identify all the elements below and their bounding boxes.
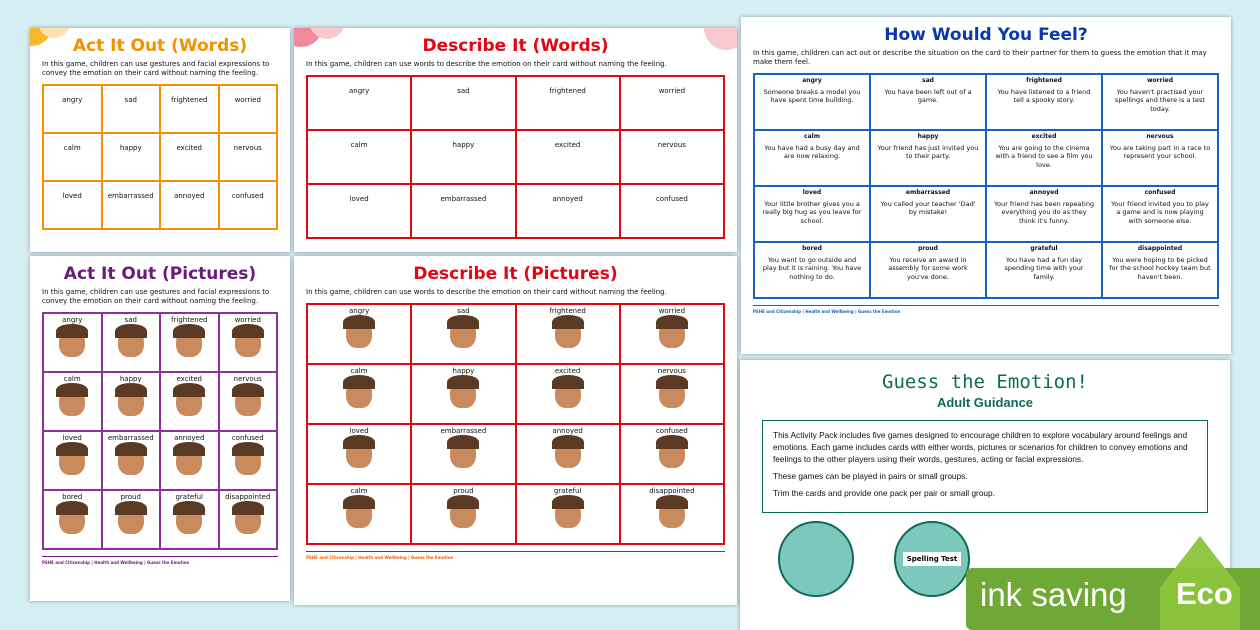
emotion-card — [411, 130, 515, 184]
emotion-label: angry — [62, 316, 83, 324]
emotion-label: proud — [453, 487, 474, 495]
emotion-card — [43, 85, 102, 133]
emotion-label: annoyed — [552, 427, 583, 435]
emotion-card — [43, 431, 102, 490]
emotion-label: frightened — [549, 307, 586, 315]
scenario-card — [1102, 186, 1218, 242]
emotion-label: nervous — [657, 367, 686, 375]
emotion-card — [160, 372, 219, 431]
emotion-label: nervous — [657, 141, 686, 149]
scenario-grid — [753, 73, 1219, 299]
scenario-card — [986, 130, 1102, 186]
sheet-intro: In this game, children can act out or describe the situation on the card to their partner for them to guess the emotion that it may make them feel. — [753, 49, 1207, 66]
emotion-card — [102, 313, 161, 372]
scenario-card — [1102, 74, 1218, 130]
emotion-card — [43, 372, 102, 431]
emotion-picture — [659, 498, 685, 528]
scenario-text: You have listened to a friend tell a spooky story. — [997, 87, 1091, 105]
emotion-card — [516, 484, 620, 544]
scenario-card — [754, 74, 870, 130]
emotion-label: frightened — [171, 316, 208, 324]
emotion-card — [516, 130, 620, 184]
emotion-label: excited — [176, 144, 202, 152]
guidance-paragraph: These games can be played in pairs or small groups. — [773, 471, 968, 482]
emotion-card — [411, 76, 515, 130]
emotion-picture — [346, 318, 372, 348]
guidance-paragraph: Trim the cards and provide one pack per pair or small group. — [773, 488, 995, 499]
emotion-label: angry — [349, 307, 370, 315]
scenario-text: Someone breaks a model you have spent time building. — [763, 87, 861, 105]
sheet-content — [30, 28, 290, 238]
scenario-card — [986, 186, 1102, 242]
emotion-card — [620, 304, 724, 364]
emotion-label: calm — [350, 367, 368, 375]
emotion-card — [160, 431, 219, 490]
emotion-label: bored — [802, 245, 822, 252]
emotion-label: annoyed — [174, 192, 205, 200]
emotion-picture — [59, 327, 85, 357]
emotion-card — [620, 364, 724, 424]
sheet-title: Guess the Emotion! — [882, 371, 1088, 393]
emotion-label: frightened — [171, 96, 208, 104]
emotion-label: sad — [457, 87, 470, 95]
emotion-label: calm — [63, 144, 81, 152]
emotion-label: sad — [922, 77, 934, 84]
emotion-label: embarrassed — [905, 189, 951, 196]
emotion-label: calm — [350, 487, 368, 495]
emotion-card — [411, 184, 515, 238]
emotion-card — [620, 76, 724, 130]
emotion-card — [160, 181, 219, 229]
emotion-picture — [176, 504, 202, 534]
emotion-card — [102, 490, 161, 549]
sheet-content — [30, 256, 290, 574]
emotion-label: proud — [120, 493, 141, 501]
emotion-card — [307, 130, 411, 184]
emotion-label: excited — [176, 375, 202, 383]
emotion-label: loved — [802, 189, 822, 196]
scenario-text: Your friend has just invited you to their party. — [877, 143, 979, 161]
emotion-label: embarrassed — [440, 195, 487, 203]
emotion-label: annoyed — [552, 195, 583, 203]
scenario-text: You called your teacher 'Dad' by mistake! — [880, 199, 976, 217]
weather-illustration — [778, 521, 854, 597]
scenario-text: You receive an award in assembly for some work you've done. — [888, 255, 968, 281]
emotion-card — [219, 181, 278, 229]
sheet-intro: In this game, children can use words to describe the emotion on their card without naming the feeling. — [306, 288, 667, 296]
eco-label: Eco — [1176, 576, 1233, 611]
emotion-card — [102, 181, 161, 229]
emotion-card — [102, 372, 161, 431]
emotion-label: bored — [62, 493, 83, 501]
emotion-label: confused — [1144, 189, 1176, 196]
emotion-label: worried — [658, 87, 686, 95]
sheet-intro: In this game, children can use gestures and facial expressions to convey the emotion on their card without naming the feeling. — [42, 60, 270, 77]
sheet-content — [294, 256, 737, 569]
guidance-paragraph: This Activity Pack includes five games designed to encourage children to explore vocabulary around feelings and emotions. Each game includes cards with either words, pictures or scenarios for children to convey emotions and feelings to the other players using their words, gestures, acting or facial expressions. — [773, 430, 1188, 465]
scenario-card — [754, 242, 870, 298]
spelling-test-illustration — [894, 521, 970, 597]
emotion-label: confused — [231, 192, 264, 200]
emotion-picture — [346, 378, 372, 408]
emotion-label: happy — [917, 133, 939, 140]
emotion-label: sad — [124, 316, 137, 324]
emotion-picture — [555, 318, 581, 348]
emotion-card — [219, 490, 278, 549]
emotion-card — [411, 424, 515, 484]
emotion-label: angry — [802, 77, 822, 84]
emotion-card — [307, 304, 411, 364]
act-it-out-pictures-sheet — [30, 256, 290, 601]
emotion-card — [102, 431, 161, 490]
emotion-card — [43, 313, 102, 372]
ink-saving-text: ink saving — [980, 576, 1127, 613]
emotion-label: excited — [554, 141, 581, 149]
sheet-footer: PSHE and Citizenship | Health and Wellbeing | Guess the Emotion — [42, 556, 278, 566]
emotion-card — [516, 364, 620, 424]
emotion-card — [307, 184, 411, 238]
emotion-picture — [235, 504, 261, 534]
emotion-picture — [450, 318, 476, 348]
emotion-label: happy — [119, 144, 142, 152]
emotion-picture — [659, 318, 685, 348]
emotion-card — [219, 313, 278, 372]
emotion-card — [516, 424, 620, 484]
sheet-subtitle: Adult Guidance — [936, 395, 1034, 410]
emotion-picture — [555, 498, 581, 528]
emotion-card — [516, 184, 620, 238]
emotion-picture — [176, 327, 202, 357]
emotion-picture — [450, 498, 476, 528]
emotion-label: excited — [1031, 133, 1057, 140]
sheet-footer: PSHE and Citizenship | Health and Wellbeing | Guess the Emotion — [306, 551, 725, 561]
emotion-label: loved — [349, 195, 369, 203]
emotion-card — [219, 431, 278, 490]
scenario-card — [754, 186, 870, 242]
emotion-picture — [59, 386, 85, 416]
emotion-label: embarrassed — [107, 434, 154, 442]
emotion-label: confused — [655, 195, 688, 203]
emotion-label: embarrassed — [107, 192, 154, 200]
emotion-label: calm — [804, 133, 820, 140]
emotion-label: happy — [452, 367, 475, 375]
scenario-card — [870, 130, 986, 186]
emotion-card — [516, 76, 620, 130]
emotion-label: disappointed — [225, 493, 271, 501]
emotion-picture — [118, 386, 144, 416]
emotion-card — [516, 304, 620, 364]
emotion-label: proud — [918, 245, 938, 252]
sheet-intro: In this game, children can use words to describe the emotion on their card without naming the feeling. — [306, 60, 667, 68]
scenario-card — [986, 74, 1102, 130]
emotion-label: angry — [62, 96, 83, 104]
emotion-label: confused — [655, 427, 688, 435]
emotion-label: worried — [234, 316, 261, 324]
emotion-picture — [235, 445, 261, 475]
emotion-label: calm — [63, 375, 81, 383]
emotion-picture — [659, 378, 685, 408]
guidance-box — [762, 420, 1208, 513]
emotion-label: annoyed — [174, 434, 205, 442]
emotion-picture — [176, 445, 202, 475]
emotion-picture — [176, 386, 202, 416]
scenario-card — [870, 74, 986, 130]
emotion-picture — [659, 438, 685, 468]
emotion-card — [43, 133, 102, 181]
emotion-label: loved — [62, 434, 82, 442]
sheet-title: Describe It (Words) — [422, 36, 609, 56]
emotion-label: frightened — [1026, 77, 1062, 84]
scenario-card — [870, 242, 986, 298]
emotion-card — [620, 130, 724, 184]
emotion-label: angry — [349, 87, 370, 95]
emotion-card — [219, 85, 278, 133]
scenario-text: Your friend invited you to play a game and is now playing with someone else. — [1111, 199, 1209, 225]
emotion-label: nervous — [233, 375, 262, 383]
emotion-label: grateful — [553, 487, 582, 495]
card-grid — [42, 312, 278, 550]
emotion-label: nervous — [1146, 133, 1174, 140]
describe-it-pictures-sheet — [294, 256, 737, 605]
sheet-title: Act It Out (Pictures) — [63, 264, 257, 284]
emotion-label: worried — [658, 307, 686, 315]
emotion-picture — [118, 327, 144, 357]
emotion-label: grateful — [1030, 245, 1058, 252]
scenario-card — [986, 242, 1102, 298]
emotion-label: annoyed — [1029, 189, 1059, 196]
emotion-label: calm — [350, 141, 368, 149]
emotion-card — [102, 85, 161, 133]
emotion-picture — [118, 504, 144, 534]
emotion-label: worried — [1146, 77, 1173, 84]
emotion-picture — [59, 504, 85, 534]
emotion-label: loved — [62, 192, 82, 200]
emotion-picture — [555, 438, 581, 468]
describe-it-words-sheet — [294, 28, 737, 252]
emotion-label: disappointed — [1137, 245, 1183, 252]
scenario-card — [1102, 242, 1218, 298]
emotion-label: loved — [349, 427, 369, 435]
emotion-card — [219, 133, 278, 181]
emotion-label: disappointed — [649, 487, 695, 495]
sheet-content — [294, 28, 737, 247]
act-it-out-words-sheet — [30, 28, 290, 252]
card-grid — [306, 303, 725, 545]
scenario-text: You are taking part in a race to represent your school. — [1109, 143, 1211, 161]
emotion-card — [620, 184, 724, 238]
sheet-title: Describe It (Pictures) — [413, 264, 618, 284]
scenario-text: You are going to the cinema with a friend to see a film you love. — [995, 143, 1093, 169]
scenario-text: Your little brother gives you a really big hug as you leave for school. — [762, 199, 862, 225]
card-grid — [42, 84, 278, 230]
emotion-label: sad — [457, 307, 470, 315]
emotion-label: happy — [119, 375, 142, 383]
emotion-card — [160, 133, 219, 181]
emotion-card — [160, 313, 219, 372]
emotion-label: embarrassed — [440, 427, 487, 435]
scenario-card — [1102, 130, 1218, 186]
scenario-text: Your friend has been repeating everything you do as they think it's funny. — [993, 199, 1095, 225]
emotion-card — [307, 76, 411, 130]
emotion-picture — [118, 445, 144, 475]
spelling-test-label: Spelling Test — [903, 552, 962, 566]
scenario-text: You were hoping to be picked for the school hockey team but haven't been. — [1109, 255, 1211, 281]
emotion-picture — [235, 386, 261, 416]
sheet-intro: In this game, children can use gestures and facial expressions to convey the emotion on their card without naming the feeling. — [42, 288, 270, 305]
emotion-picture — [346, 438, 372, 468]
emotion-card — [411, 364, 515, 424]
emotion-card — [411, 304, 515, 364]
emotion-picture — [346, 498, 372, 528]
emotion-picture — [450, 378, 476, 408]
sheet-footer: PSHE and Citizenship | Health and Wellbeing | Guess the Emotion — [753, 305, 1219, 315]
emotion-card — [102, 133, 161, 181]
emotion-label: frightened — [549, 87, 586, 95]
scenario-text: You have had a busy day and are now relaxing. — [764, 143, 860, 161]
how-would-you-feel-sheet — [741, 17, 1231, 354]
emotion-card — [307, 364, 411, 424]
scenario-text: You haven't practised your spellings and there is a test today. — [1115, 87, 1205, 113]
scenario-card — [754, 130, 870, 186]
scenario-text: You have been left out of a game. — [884, 87, 972, 105]
scenario-card — [870, 186, 986, 242]
emotion-label: happy — [452, 141, 475, 149]
emotion-label: grateful — [175, 493, 203, 501]
sheet-title: How Would You Feel? — [884, 25, 1088, 45]
emotion-label: excited — [554, 367, 581, 375]
emotion-card — [620, 424, 724, 484]
emotion-card — [307, 484, 411, 544]
sheet-title: Act It Out (Words) — [72, 36, 248, 56]
emotion-card — [43, 490, 102, 549]
emotion-card — [620, 484, 724, 544]
emotion-card — [160, 85, 219, 133]
emotion-card — [219, 372, 278, 431]
emotion-card — [411, 484, 515, 544]
emotion-label: nervous — [233, 144, 262, 152]
emotion-label: worried — [234, 96, 261, 104]
emotion-card — [307, 424, 411, 484]
scenario-text: You have had a fun day spending time with your family. — [1004, 255, 1084, 281]
card-grid — [306, 75, 725, 239]
emotion-picture — [235, 327, 261, 357]
emotion-card — [43, 181, 102, 229]
emotion-picture — [59, 445, 85, 475]
emotion-label: confused — [231, 434, 264, 442]
scenario-text: You want to go outside and play but it is raining. You have nothing to do. — [762, 255, 862, 281]
emotion-picture — [555, 378, 581, 408]
emotion-picture — [450, 438, 476, 468]
emotion-card — [160, 490, 219, 549]
emotion-label: sad — [124, 96, 137, 104]
sheet-content — [741, 17, 1231, 323]
